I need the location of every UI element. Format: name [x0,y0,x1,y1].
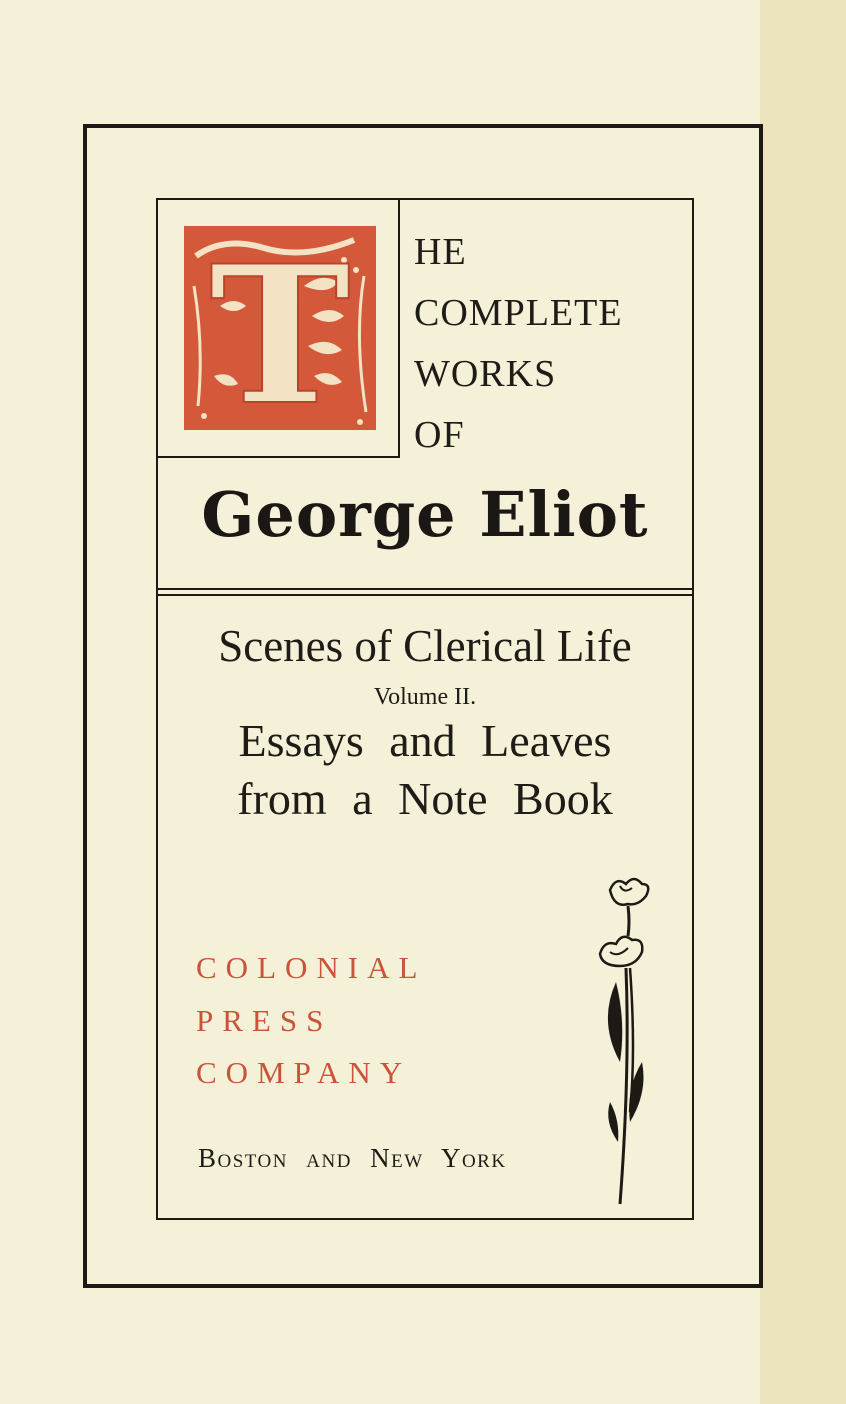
book-title: Scenes of Clerical Life [218,621,632,671]
series-heading [414,222,684,466]
heading-line: COMPLETE [414,292,623,334]
divider-rule [156,594,694,596]
svg-text:T: T [209,226,351,430]
publisher-line: COMPANY [196,1055,412,1090]
flower-ornament [590,872,654,1208]
volume-label: Volume II. [373,684,477,710]
publisher-line: COLONIAL [196,950,427,985]
publication-place: Boston and New York [198,1143,507,1173]
page-edge [760,0,846,1404]
decorated-initial-t [184,226,376,430]
author-name: George Eliot [201,478,649,551]
book-subtitle: Essays and Leaves [238,715,612,766]
publisher-line: PRESS [196,1003,333,1038]
book-subtitle: from a Note Book [237,773,613,824]
heading-line: WORKS [414,353,557,395]
heading-line: OF [414,414,465,456]
heading-line: HE [414,231,467,273]
divider-rule [156,588,694,590]
